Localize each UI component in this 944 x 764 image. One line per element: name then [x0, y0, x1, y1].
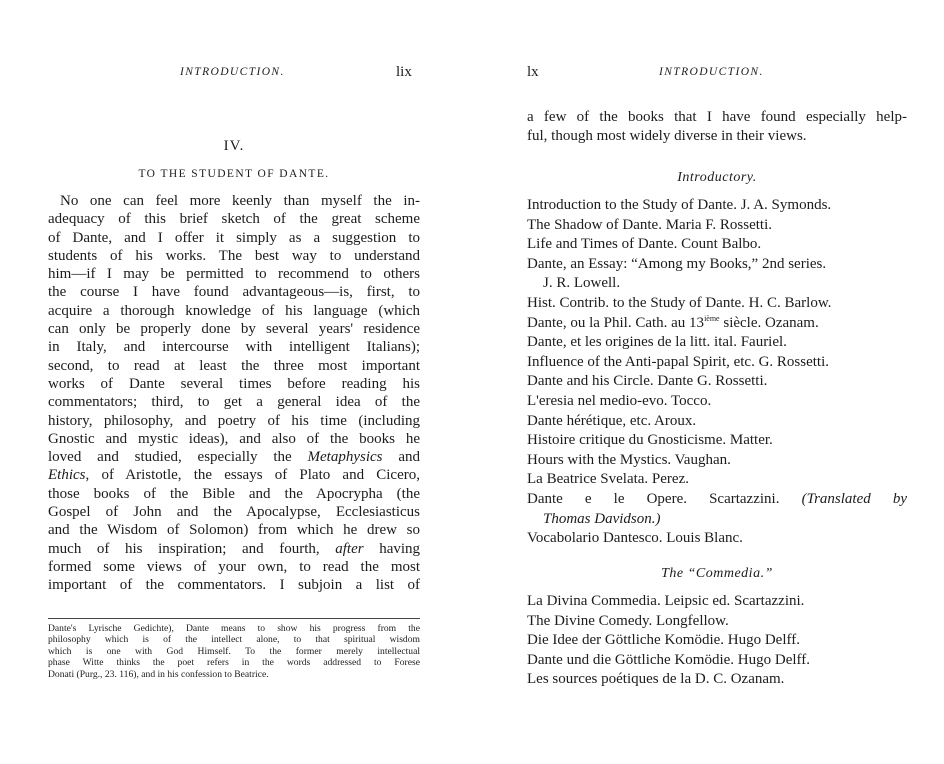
intro-line: a few of the books that I have found especially help-	[527, 109, 907, 125]
list-item-part: Dante, ou la Phil. Cath. au 13	[527, 314, 705, 331]
body-line-part: much of his inspiration; and fourth,	[48, 540, 320, 557]
intro-line: ful, though most widely diverse in their views.	[527, 128, 807, 144]
list-item-mixed	[527, 490, 907, 510]
body-line: those books of the Bible and the Apocrypha (the	[48, 485, 420, 502]
running-head-left: INTRODUCTION.	[180, 66, 285, 78]
body-line: can only be properly done by several years' residence	[48, 321, 420, 338]
body-line: students of his works. The best way to understand	[48, 247, 420, 264]
body-line: commentators; third, to get a general idea of the	[48, 394, 420, 411]
list-item: Dante and his Circle. Dante G. Rossetti.	[527, 373, 768, 390]
body-line-part: having	[379, 540, 421, 557]
body-line-mixed	[48, 540, 420, 558]
list-item-continuation	[527, 510, 907, 530]
body-line-part: ,	[85, 467, 102, 484]
running-head-right: INTRODUCTION.	[659, 66, 764, 78]
list-item: The Divine Comedy. Longfellow.	[527, 612, 729, 629]
list-item: Life and Times of Dante. Count Balbo.	[527, 236, 762, 253]
body-line-part: and	[398, 449, 421, 466]
footnote-line: phase Witte thinks the poet refers in the words addressed to Forese	[48, 657, 420, 669]
footnote-line: Donati (Purg., 23. 116), and in his confession to Beatrice.	[48, 668, 269, 680]
body-line: in Italy, and intercourse with intelligent Italians);	[48, 339, 420, 356]
list-item: The Shadow of Dante. Maria F. Rossetti.	[527, 216, 773, 233]
footnote-line: Dante's Lyrische Gedichte), Dante means to show his progress from the	[48, 623, 420, 634]
body-line: works of Dante several times before reading his	[48, 375, 420, 392]
intro-paragraph	[527, 108, 907, 146]
list-item: La Beatrice Svelata. Perez.	[527, 471, 689, 488]
body-line: second, to read at least the three most important	[48, 357, 420, 374]
list-item: Les sources poétiques de la D. C. Ozanam.	[527, 671, 785, 688]
list-item: Vocabolario Dantesco. Louis Blanc.	[527, 530, 743, 547]
body-line: of Dante, and I offer it simply as a suggestion to	[48, 229, 420, 246]
list-item-part: siècle. Ozanam.	[723, 314, 819, 331]
italic-note: Thomas Davidson.)	[543, 510, 661, 527]
commedia-list	[527, 592, 907, 690]
list-item: Dante, et les origines de la litt. ital. Fauriel.	[527, 334, 787, 351]
list-item: Influence of the Anti-papal Spirit, etc. G. Rossetti.	[527, 353, 830, 370]
list-item-mixed	[527, 314, 907, 334]
page-number-right: lx	[527, 64, 539, 80]
introductory-list	[527, 196, 907, 549]
list-item: Introduction to the Study of Dante. J. A. Symonds.	[527, 197, 832, 213]
body-line: and the Wisdom of Solomon) from which he drew so	[48, 522, 420, 539]
list-item: Hist. Contrib. to the Study of Dante. H. C. Barlow.	[527, 294, 832, 311]
list-item: Dante, an Essay: “Among my Books,” 2nd series.	[527, 255, 827, 272]
list-item: Die Idee der Göttliche Komödie. Hugo Delff.	[527, 632, 800, 649]
list-item: Dante hérétique, etc. Aroux.	[527, 412, 697, 429]
body-line: acquire a thorough knowledge of his language (which	[48, 302, 420, 319]
page-number-left: lix	[396, 64, 412, 80]
list-item: Histoire critique du Gnosticisme. Matter.	[527, 432, 773, 449]
italic-term: after	[335, 540, 364, 557]
list-item: Dante und die Göttliche Komödie. Hugo Delff.	[527, 651, 810, 668]
italic-term: Ethics	[48, 467, 86, 484]
body-line: No one can feel more keenly than myself the in-	[60, 193, 420, 209]
commedia-heading: The “Commedia.”	[661, 566, 773, 581]
section-title: TO THE STUDENT OF DANTE.	[138, 168, 330, 180]
italic-note: (Translated by	[801, 490, 908, 507]
body-line: the course I have found advantageous—is, first, to	[48, 284, 420, 301]
body-line-mixed	[48, 448, 420, 466]
introductory-heading: Introductory.	[677, 170, 757, 185]
italic-term: Metaphysics	[307, 449, 383, 466]
footnote-line: philosophy which is of the intellect alone, to that spiritual wisdom	[48, 634, 420, 646]
list-item-continuation: J. R. Lowell.	[543, 275, 621, 292]
footnote	[48, 623, 420, 680]
list-item: L'eresia nel medio-evo. Tocco.	[527, 392, 712, 409]
body-line-part: of Aristotle, the essays of Plato and Cicero,	[101, 467, 420, 484]
body-paragraph	[48, 192, 420, 595]
body-line: Gospel of John and the Apocalypse, Ecclesiasticus	[48, 504, 420, 521]
footnote-line: which is one with God Himself. To the former merely intellectual	[48, 645, 420, 657]
body-line-part: loved and studied, especially the	[48, 449, 292, 466]
body-line: him—if I may be permitted to recommend to others	[48, 266, 420, 283]
superscript: ième	[704, 313, 720, 323]
chapter-number: IV.	[223, 138, 245, 154]
body-line: history, philosophy, and poetry of his time (including	[48, 412, 420, 429]
footnote-divider	[48, 618, 420, 619]
list-item-part: Dante e le Opere. Scartazzini.	[527, 490, 780, 507]
body-line: Gnostic and mystic ideas), and also of the books he	[48, 430, 420, 447]
list-item: La Divina Commedia. Leipsic ed. Scartazzini.	[527, 593, 805, 609]
body-line: adequacy of this brief sketch of the great scheme	[48, 211, 420, 228]
list-item: Hours with the Mystics. Vaughan.	[527, 451, 731, 468]
body-line-mixed	[48, 466, 420, 484]
body-line: formed some views of your own, to read the most	[48, 558, 420, 575]
body-line: important of the commentators. I subjoin a list of	[48, 577, 420, 594]
